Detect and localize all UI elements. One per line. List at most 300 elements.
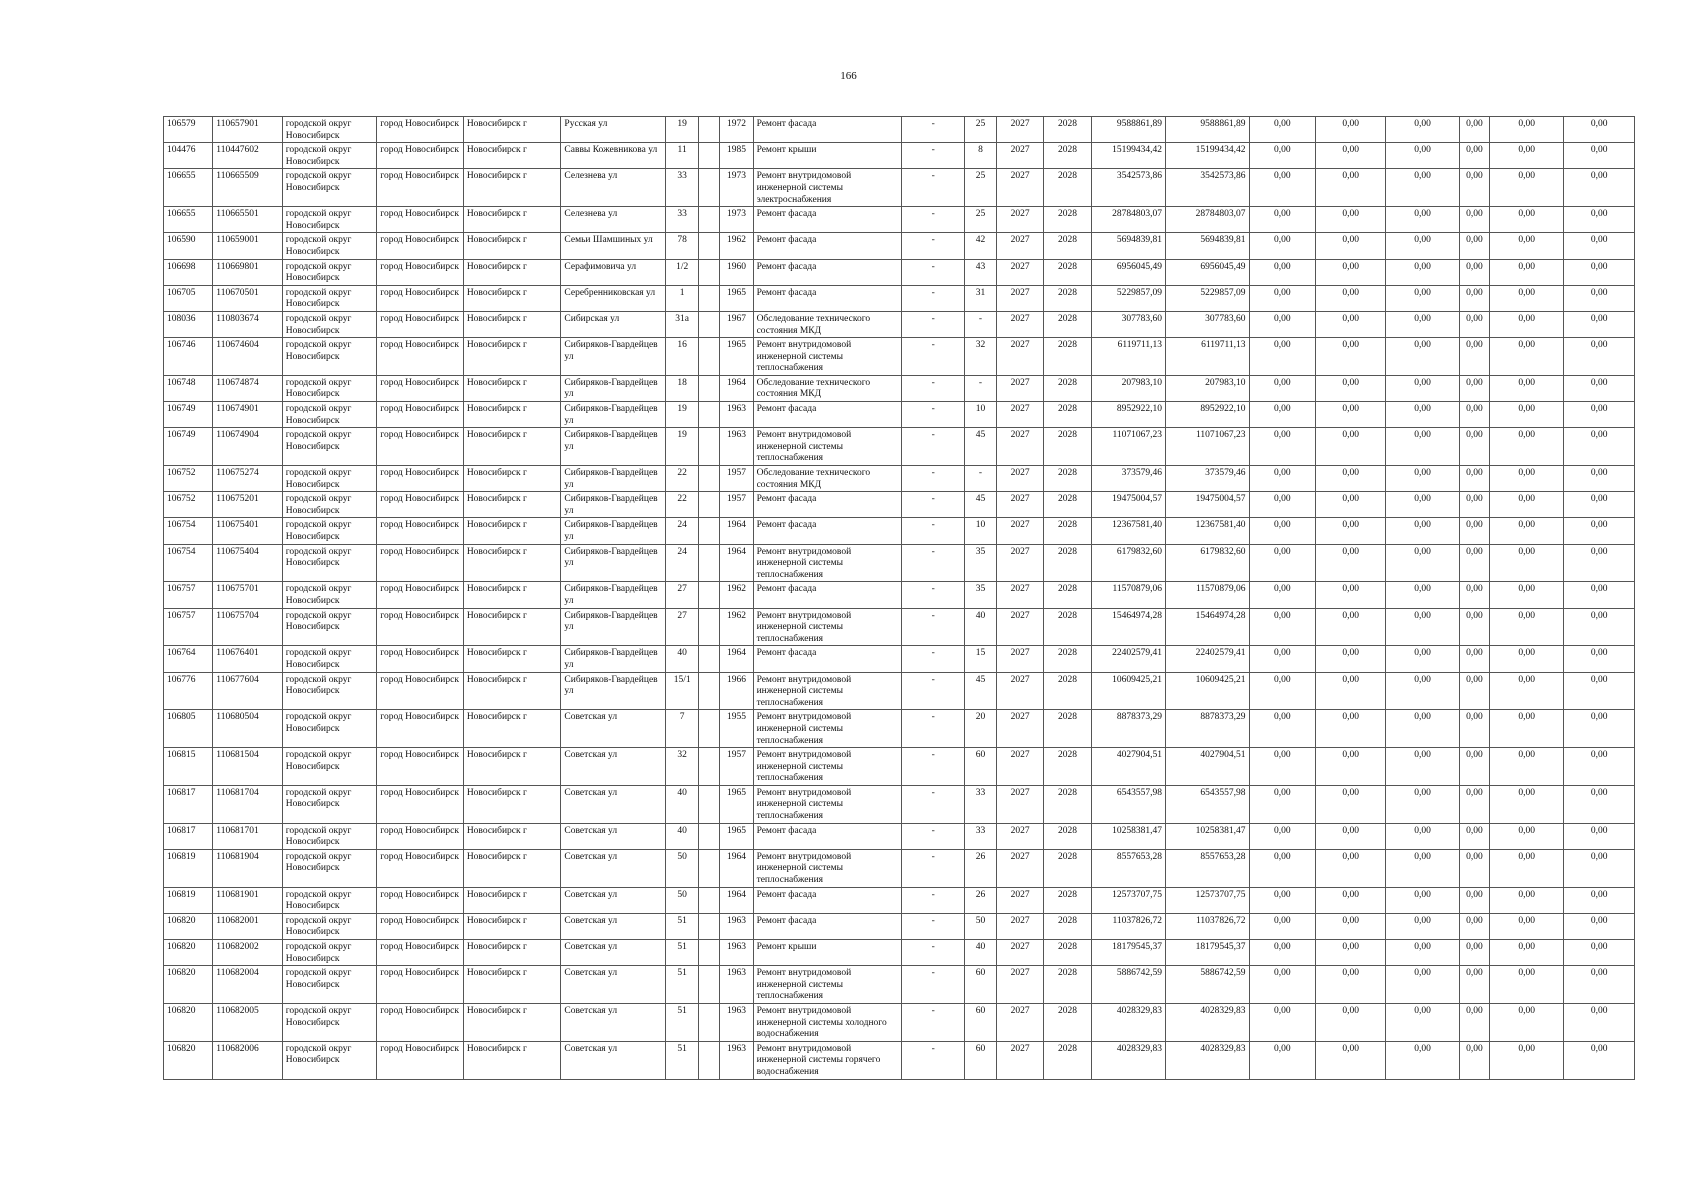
district-cell: городской округ Новосибирск: [282, 1041, 377, 1079]
budget-cost-3-cell: 0,00: [1386, 375, 1459, 401]
budget-cost-3-cell: 0,00: [1386, 169, 1459, 207]
total-cost-cell: 10258381,47: [1091, 823, 1165, 849]
building-cell: [699, 311, 720, 337]
house-number-cell: 51: [666, 940, 699, 966]
build-year-cell: 1964: [720, 646, 753, 672]
locality-cell: Новосибирск г: [463, 338, 561, 376]
owners-cost-cell: 0,00: [1489, 849, 1563, 887]
street-cell: Сибиряков-Гвардейцев ул: [561, 466, 666, 492]
owners-cost-cell: 0,00: [1489, 466, 1563, 492]
budget-cost-1-cell: 0,00: [1249, 748, 1315, 786]
owners-cost-cell: 0,00: [1489, 518, 1563, 544]
settlement-cell: город Новосибирск: [377, 608, 464, 646]
house-number-cell: 78: [666, 233, 699, 259]
work-id-cell: 110682005: [213, 1003, 282, 1041]
reserved-cell: -: [902, 785, 964, 823]
wear-percent-cell: 33: [964, 823, 996, 849]
house-id-cell: 106698: [164, 259, 213, 285]
total-cost-cell: 28784803,07: [1091, 207, 1165, 233]
house-id-cell: 106655: [164, 169, 213, 207]
district-cell: городской округ Новосибирск: [282, 544, 377, 582]
budget-cost-4-cell: 0,00: [1459, 375, 1489, 401]
street-cell: Сибиряков-Гвардейцев ул: [561, 582, 666, 608]
district-cell: городской округ Новосибирск: [282, 375, 377, 401]
total-cost-cell: 12367581,40: [1091, 518, 1165, 544]
building-cell: [699, 582, 720, 608]
work-id-cell: 110681904: [213, 849, 282, 887]
table-row: [164, 887, 1635, 913]
work-type-cell: Ремонт фасада: [753, 646, 902, 672]
street-cell: Селезнева ул: [561, 169, 666, 207]
owners-cost-cell: 0,00: [1489, 582, 1563, 608]
start-year-cell: 2027: [997, 966, 1044, 1004]
budget-cost-3-cell: 0,00: [1386, 117, 1459, 143]
budget-cost-1-cell: 0,00: [1249, 466, 1315, 492]
wear-percent-cell: 10: [964, 402, 996, 428]
end-year-cell: 2028: [1044, 544, 1091, 582]
wear-percent-cell: 35: [964, 582, 996, 608]
house-number-cell: 1: [666, 285, 699, 311]
fund-cost-cell: 6956045,49: [1166, 259, 1250, 285]
street-cell: Серебренниковская ул: [561, 285, 666, 311]
other-cost-cell: 0,00: [1564, 785, 1635, 823]
end-year-cell: 2028: [1044, 428, 1091, 466]
work-id-cell: 110675404: [213, 544, 282, 582]
table-row: [164, 492, 1635, 518]
start-year-cell: 2027: [997, 544, 1044, 582]
owners-cost-cell: 0,00: [1489, 1003, 1563, 1041]
settlement-cell: город Новосибирск: [377, 940, 464, 966]
locality-cell: Новосибирск г: [463, 207, 561, 233]
reserved-cell: -: [902, 582, 964, 608]
other-cost-cell: 0,00: [1564, 913, 1635, 939]
house-id-cell: 106820: [164, 940, 213, 966]
budget-cost-1-cell: 0,00: [1249, 608, 1315, 646]
wear-percent-cell: 60: [964, 1041, 996, 1079]
budget-cost-3-cell: 0,00: [1386, 233, 1459, 259]
table-row: [164, 117, 1635, 143]
budget-cost-3-cell: 0,00: [1386, 748, 1459, 786]
table-row: [164, 169, 1635, 207]
fund-cost-cell: 18179545,37: [1166, 940, 1250, 966]
work-id-cell: 110675274: [213, 466, 282, 492]
owners-cost-cell: 0,00: [1489, 672, 1563, 710]
start-year-cell: 2027: [997, 646, 1044, 672]
building-cell: [699, 207, 720, 233]
work-type-cell: Ремонт внутридомовой инженерной системы теплоснабжения: [753, 966, 902, 1004]
budget-cost-2-cell: 0,00: [1315, 887, 1385, 913]
other-cost-cell: 0,00: [1564, 849, 1635, 887]
building-cell: [699, 672, 720, 710]
page-number: 166: [840, 70, 857, 82]
house-id-cell: 106819: [164, 887, 213, 913]
house-id-cell: 106655: [164, 207, 213, 233]
budget-cost-2-cell: 0,00: [1315, 1041, 1385, 1079]
end-year-cell: 2028: [1044, 672, 1091, 710]
work-id-cell: 110675401: [213, 518, 282, 544]
budget-cost-1-cell: 0,00: [1249, 285, 1315, 311]
house-id-cell: 106748: [164, 375, 213, 401]
budget-cost-2-cell: 0,00: [1315, 233, 1385, 259]
house-id-cell: 106579: [164, 117, 213, 143]
building-cell: [699, 466, 720, 492]
house-id-cell: 106776: [164, 672, 213, 710]
start-year-cell: 2027: [997, 233, 1044, 259]
other-cost-cell: 0,00: [1564, 428, 1635, 466]
total-cost-cell: 4028329,83: [1091, 1003, 1165, 1041]
work-type-cell: Ремонт внутридомовой инженерной системы теплоснабжения: [753, 672, 902, 710]
budget-cost-3-cell: 0,00: [1386, 311, 1459, 337]
total-cost-cell: 4027904,51: [1091, 748, 1165, 786]
house-id-cell: 106764: [164, 646, 213, 672]
end-year-cell: 2028: [1044, 233, 1091, 259]
build-year-cell: 1955: [720, 710, 753, 748]
build-year-cell: 1965: [720, 823, 753, 849]
build-year-cell: 1963: [720, 428, 753, 466]
fund-cost-cell: 6543557,98: [1166, 785, 1250, 823]
owners-cost-cell: 0,00: [1489, 428, 1563, 466]
district-cell: городской округ Новосибирск: [282, 646, 377, 672]
table-row: [164, 646, 1635, 672]
house-id-cell: 106705: [164, 285, 213, 311]
work-id-cell: 110682001: [213, 913, 282, 939]
budget-cost-4-cell: 0,00: [1459, 913, 1489, 939]
other-cost-cell: 0,00: [1564, 887, 1635, 913]
street-cell: Семьи Шамшиных ул: [561, 233, 666, 259]
building-cell: [699, 492, 720, 518]
budget-cost-4-cell: 0,00: [1459, 169, 1489, 207]
other-cost-cell: 0,00: [1564, 259, 1635, 285]
building-cell: [699, 849, 720, 887]
locality-cell: Новосибирск г: [463, 849, 561, 887]
start-year-cell: 2027: [997, 428, 1044, 466]
house-number-cell: 50: [666, 849, 699, 887]
budget-cost-2-cell: 0,00: [1315, 940, 1385, 966]
table-row: [164, 913, 1635, 939]
budget-cost-3-cell: 0,00: [1386, 608, 1459, 646]
settlement-cell: город Новосибирск: [377, 492, 464, 518]
table-row: [164, 966, 1635, 1004]
budget-cost-3-cell: 0,00: [1386, 785, 1459, 823]
other-cost-cell: 0,00: [1564, 285, 1635, 311]
total-cost-cell: 22402579,41: [1091, 646, 1165, 672]
build-year-cell: 1963: [720, 1041, 753, 1079]
building-cell: [699, 402, 720, 428]
other-cost-cell: 0,00: [1564, 1041, 1635, 1079]
budget-cost-1-cell: 0,00: [1249, 169, 1315, 207]
budget-cost-3-cell: 0,00: [1386, 913, 1459, 939]
street-cell: Советская ул: [561, 785, 666, 823]
build-year-cell: 1964: [720, 375, 753, 401]
house-number-cell: 15/1: [666, 672, 699, 710]
budget-cost-3-cell: 0,00: [1386, 940, 1459, 966]
settlement-cell: город Новосибирск: [377, 233, 464, 259]
build-year-cell: 1962: [720, 582, 753, 608]
owners-cost-cell: 0,00: [1489, 823, 1563, 849]
reserved-cell: -: [902, 143, 964, 169]
other-cost-cell: 0,00: [1564, 1003, 1635, 1041]
fund-cost-cell: 19475004,57: [1166, 492, 1250, 518]
settlement-cell: город Новосибирск: [377, 466, 464, 492]
building-cell: [699, 233, 720, 259]
table-row: [164, 940, 1635, 966]
start-year-cell: 2027: [997, 849, 1044, 887]
total-cost-cell: 5229857,09: [1091, 285, 1165, 311]
building-cell: [699, 710, 720, 748]
house-id-cell: 106590: [164, 233, 213, 259]
house-id-cell: 106757: [164, 582, 213, 608]
budget-cost-1-cell: 0,00: [1249, 646, 1315, 672]
other-cost-cell: 0,00: [1564, 646, 1635, 672]
budget-cost-4-cell: 0,00: [1459, 608, 1489, 646]
fund-cost-cell: 4028329,83: [1166, 1003, 1250, 1041]
other-cost-cell: 0,00: [1564, 748, 1635, 786]
district-cell: городской округ Новосибирск: [282, 849, 377, 887]
budget-cost-4-cell: 0,00: [1459, 582, 1489, 608]
table-row: [164, 748, 1635, 786]
house-id-cell: 106820: [164, 1003, 213, 1041]
budget-cost-4-cell: 0,00: [1459, 143, 1489, 169]
total-cost-cell: 307783,60: [1091, 311, 1165, 337]
budget-cost-1-cell: 0,00: [1249, 117, 1315, 143]
street-cell: Сибиряков-Гвардейцев ул: [561, 544, 666, 582]
building-cell: [699, 1041, 720, 1079]
fund-cost-cell: 10258381,47: [1166, 823, 1250, 849]
budget-cost-4-cell: 0,00: [1459, 1003, 1489, 1041]
budget-cost-2-cell: 0,00: [1315, 518, 1385, 544]
work-id-cell: 110674874: [213, 375, 282, 401]
fund-cost-cell: 8557653,28: [1166, 849, 1250, 887]
budget-cost-1-cell: 0,00: [1249, 710, 1315, 748]
locality-cell: Новосибирск г: [463, 117, 561, 143]
budget-cost-2-cell: 0,00: [1315, 544, 1385, 582]
table-row: [164, 466, 1635, 492]
end-year-cell: 2028: [1044, 710, 1091, 748]
budget-cost-1-cell: 0,00: [1249, 143, 1315, 169]
reserved-cell: -: [902, 710, 964, 748]
reserved-cell: -: [902, 966, 964, 1004]
work-type-cell: Ремонт фасада: [753, 913, 902, 939]
district-cell: городской округ Новосибирск: [282, 311, 377, 337]
reserved-cell: -: [902, 672, 964, 710]
settlement-cell: город Новосибирск: [377, 338, 464, 376]
total-cost-cell: 15464974,28: [1091, 608, 1165, 646]
house-id-cell: 106819: [164, 849, 213, 887]
street-cell: Сибиряков-Гвардейцев ул: [561, 646, 666, 672]
street-cell: Советская ул: [561, 849, 666, 887]
district-cell: городской округ Новосибирск: [282, 748, 377, 786]
budget-cost-4-cell: 0,00: [1459, 544, 1489, 582]
locality-cell: Новосибирск г: [463, 1041, 561, 1079]
fund-cost-cell: 6179832,60: [1166, 544, 1250, 582]
fund-cost-cell: 11071067,23: [1166, 428, 1250, 466]
owners-cost-cell: 0,00: [1489, 207, 1563, 233]
owners-cost-cell: 0,00: [1489, 402, 1563, 428]
district-cell: городской округ Новосибирск: [282, 608, 377, 646]
start-year-cell: 2027: [997, 1041, 1044, 1079]
settlement-cell: город Новосибирск: [377, 1041, 464, 1079]
street-cell: Серафимовича ул: [561, 259, 666, 285]
building-cell: [699, 646, 720, 672]
budget-cost-4-cell: 0,00: [1459, 966, 1489, 1004]
settlement-cell: город Новосибирск: [377, 823, 464, 849]
table-row: [164, 823, 1635, 849]
settlement-cell: город Новосибирск: [377, 544, 464, 582]
house-id-cell: 106817: [164, 823, 213, 849]
work-id-cell: 110681704: [213, 785, 282, 823]
building-cell: [699, 428, 720, 466]
fund-cost-cell: 28784803,07: [1166, 207, 1250, 233]
total-cost-cell: 6179832,60: [1091, 544, 1165, 582]
total-cost-cell: 12573707,75: [1091, 887, 1165, 913]
end-year-cell: 2028: [1044, 582, 1091, 608]
locality-cell: Новосибирск г: [463, 672, 561, 710]
other-cost-cell: 0,00: [1564, 311, 1635, 337]
work-id-cell: 110447602: [213, 143, 282, 169]
street-cell: Сибиряков-Гвардейцев ул: [561, 608, 666, 646]
wear-percent-cell: 50: [964, 913, 996, 939]
budget-cost-2-cell: 0,00: [1315, 207, 1385, 233]
end-year-cell: 2028: [1044, 940, 1091, 966]
table-row: [164, 1003, 1635, 1041]
house-number-cell: 11: [666, 143, 699, 169]
end-year-cell: 2028: [1044, 785, 1091, 823]
wear-percent-cell: 35: [964, 544, 996, 582]
budget-cost-1-cell: 0,00: [1249, 940, 1315, 966]
budget-cost-4-cell: 0,00: [1459, 492, 1489, 518]
owners-cost-cell: 0,00: [1489, 544, 1563, 582]
reserved-cell: -: [902, 311, 964, 337]
total-cost-cell: 9588861,89: [1091, 117, 1165, 143]
budget-cost-3-cell: 0,00: [1386, 887, 1459, 913]
fund-cost-cell: 11037826,72: [1166, 913, 1250, 939]
start-year-cell: 2027: [997, 207, 1044, 233]
street-cell: Советская ул: [561, 1003, 666, 1041]
start-year-cell: 2027: [997, 748, 1044, 786]
work-type-cell: Ремонт крыши: [753, 940, 902, 966]
start-year-cell: 2027: [997, 259, 1044, 285]
fund-cost-cell: 15464974,28: [1166, 608, 1250, 646]
start-year-cell: 2027: [997, 608, 1044, 646]
start-year-cell: 2027: [997, 338, 1044, 376]
budget-cost-3-cell: 0,00: [1386, 402, 1459, 428]
start-year-cell: 2027: [997, 518, 1044, 544]
house-number-cell: 19: [666, 117, 699, 143]
building-cell: [699, 117, 720, 143]
build-year-cell: 1973: [720, 169, 753, 207]
table-row: [164, 608, 1635, 646]
work-id-cell: 110674901: [213, 402, 282, 428]
owners-cost-cell: 0,00: [1489, 233, 1563, 259]
work-type-cell: Ремонт фасада: [753, 259, 902, 285]
budget-cost-1-cell: 0,00: [1249, 375, 1315, 401]
house-id-cell: 106757: [164, 608, 213, 646]
district-cell: городской округ Новосибирск: [282, 913, 377, 939]
wear-percent-cell: 15: [964, 646, 996, 672]
budget-cost-1-cell: 0,00: [1249, 259, 1315, 285]
start-year-cell: 2027: [997, 143, 1044, 169]
work-id-cell: 110665509: [213, 169, 282, 207]
budget-cost-3-cell: 0,00: [1386, 672, 1459, 710]
end-year-cell: 2028: [1044, 375, 1091, 401]
budget-cost-1-cell: 0,00: [1249, 518, 1315, 544]
budget-cost-3-cell: 0,00: [1386, 544, 1459, 582]
budget-cost-4-cell: 0,00: [1459, 940, 1489, 966]
other-cost-cell: 0,00: [1564, 940, 1635, 966]
owners-cost-cell: 0,00: [1489, 646, 1563, 672]
fund-cost-cell: 15199434,42: [1166, 143, 1250, 169]
work-id-cell: 110669801: [213, 259, 282, 285]
total-cost-cell: 3542573,86: [1091, 169, 1165, 207]
owners-cost-cell: 0,00: [1489, 785, 1563, 823]
district-cell: городской округ Новосибирск: [282, 233, 377, 259]
budget-cost-4-cell: 0,00: [1459, 785, 1489, 823]
street-cell: Советская ул: [561, 966, 666, 1004]
budget-cost-1-cell: 0,00: [1249, 544, 1315, 582]
budget-cost-3-cell: 0,00: [1386, 646, 1459, 672]
end-year-cell: 2028: [1044, 646, 1091, 672]
district-cell: городской округ Новосибирск: [282, 823, 377, 849]
budget-cost-2-cell: 0,00: [1315, 117, 1385, 143]
budget-cost-4-cell: 0,00: [1459, 823, 1489, 849]
locality-cell: Новосибирск г: [463, 375, 561, 401]
fund-cost-cell: 4027904,51: [1166, 748, 1250, 786]
build-year-cell: 1964: [720, 849, 753, 887]
table-row: [164, 672, 1635, 710]
settlement-cell: город Новосибирск: [377, 785, 464, 823]
fund-cost-cell: 3542573,86: [1166, 169, 1250, 207]
district-cell: городской округ Новосибирск: [282, 887, 377, 913]
budget-cost-2-cell: 0,00: [1315, 582, 1385, 608]
work-type-cell: Ремонт фасада: [753, 823, 902, 849]
settlement-cell: город Новосибирск: [377, 518, 464, 544]
work-type-cell: Обследование технического состояния МКД: [753, 466, 902, 492]
budget-cost-2-cell: 0,00: [1315, 402, 1385, 428]
building-cell: [699, 608, 720, 646]
owners-cost-cell: 0,00: [1489, 169, 1563, 207]
street-cell: Сибиряков-Гвардейцев ул: [561, 492, 666, 518]
wear-percent-cell: 10: [964, 518, 996, 544]
work-type-cell: Ремонт внутридомовой инженерной системы теплоснабжения: [753, 338, 902, 376]
work-type-cell: Обследование технического состояния МКД: [753, 311, 902, 337]
work-id-cell: 110682006: [213, 1041, 282, 1079]
total-cost-cell: 8878373,29: [1091, 710, 1165, 748]
budget-cost-3-cell: 0,00: [1386, 428, 1459, 466]
locality-cell: Новосибирск г: [463, 259, 561, 285]
house-id-cell: 106752: [164, 492, 213, 518]
start-year-cell: 2027: [997, 285, 1044, 311]
work-type-cell: Ремонт крыши: [753, 143, 902, 169]
build-year-cell: 1965: [720, 338, 753, 376]
table-row: [164, 710, 1635, 748]
settlement-cell: город Новосибирск: [377, 143, 464, 169]
district-cell: городской округ Новосибирск: [282, 117, 377, 143]
work-type-cell: Ремонт фасада: [753, 582, 902, 608]
fund-cost-cell: 12367581,40: [1166, 518, 1250, 544]
wear-percent-cell: 32: [964, 338, 996, 376]
total-cost-cell: 6119711,13: [1091, 338, 1165, 376]
wear-percent-cell: 40: [964, 608, 996, 646]
house-id-cell: 106820: [164, 966, 213, 1004]
end-year-cell: 2028: [1044, 748, 1091, 786]
other-cost-cell: 0,00: [1564, 338, 1635, 376]
locality-cell: Новосибирск г: [463, 428, 561, 466]
reserved-cell: -: [902, 285, 964, 311]
budget-cost-2-cell: 0,00: [1315, 672, 1385, 710]
total-cost-cell: 4028329,83: [1091, 1041, 1165, 1079]
district-cell: городской округ Новосибирск: [282, 402, 377, 428]
total-cost-cell: 8557653,28: [1091, 849, 1165, 887]
